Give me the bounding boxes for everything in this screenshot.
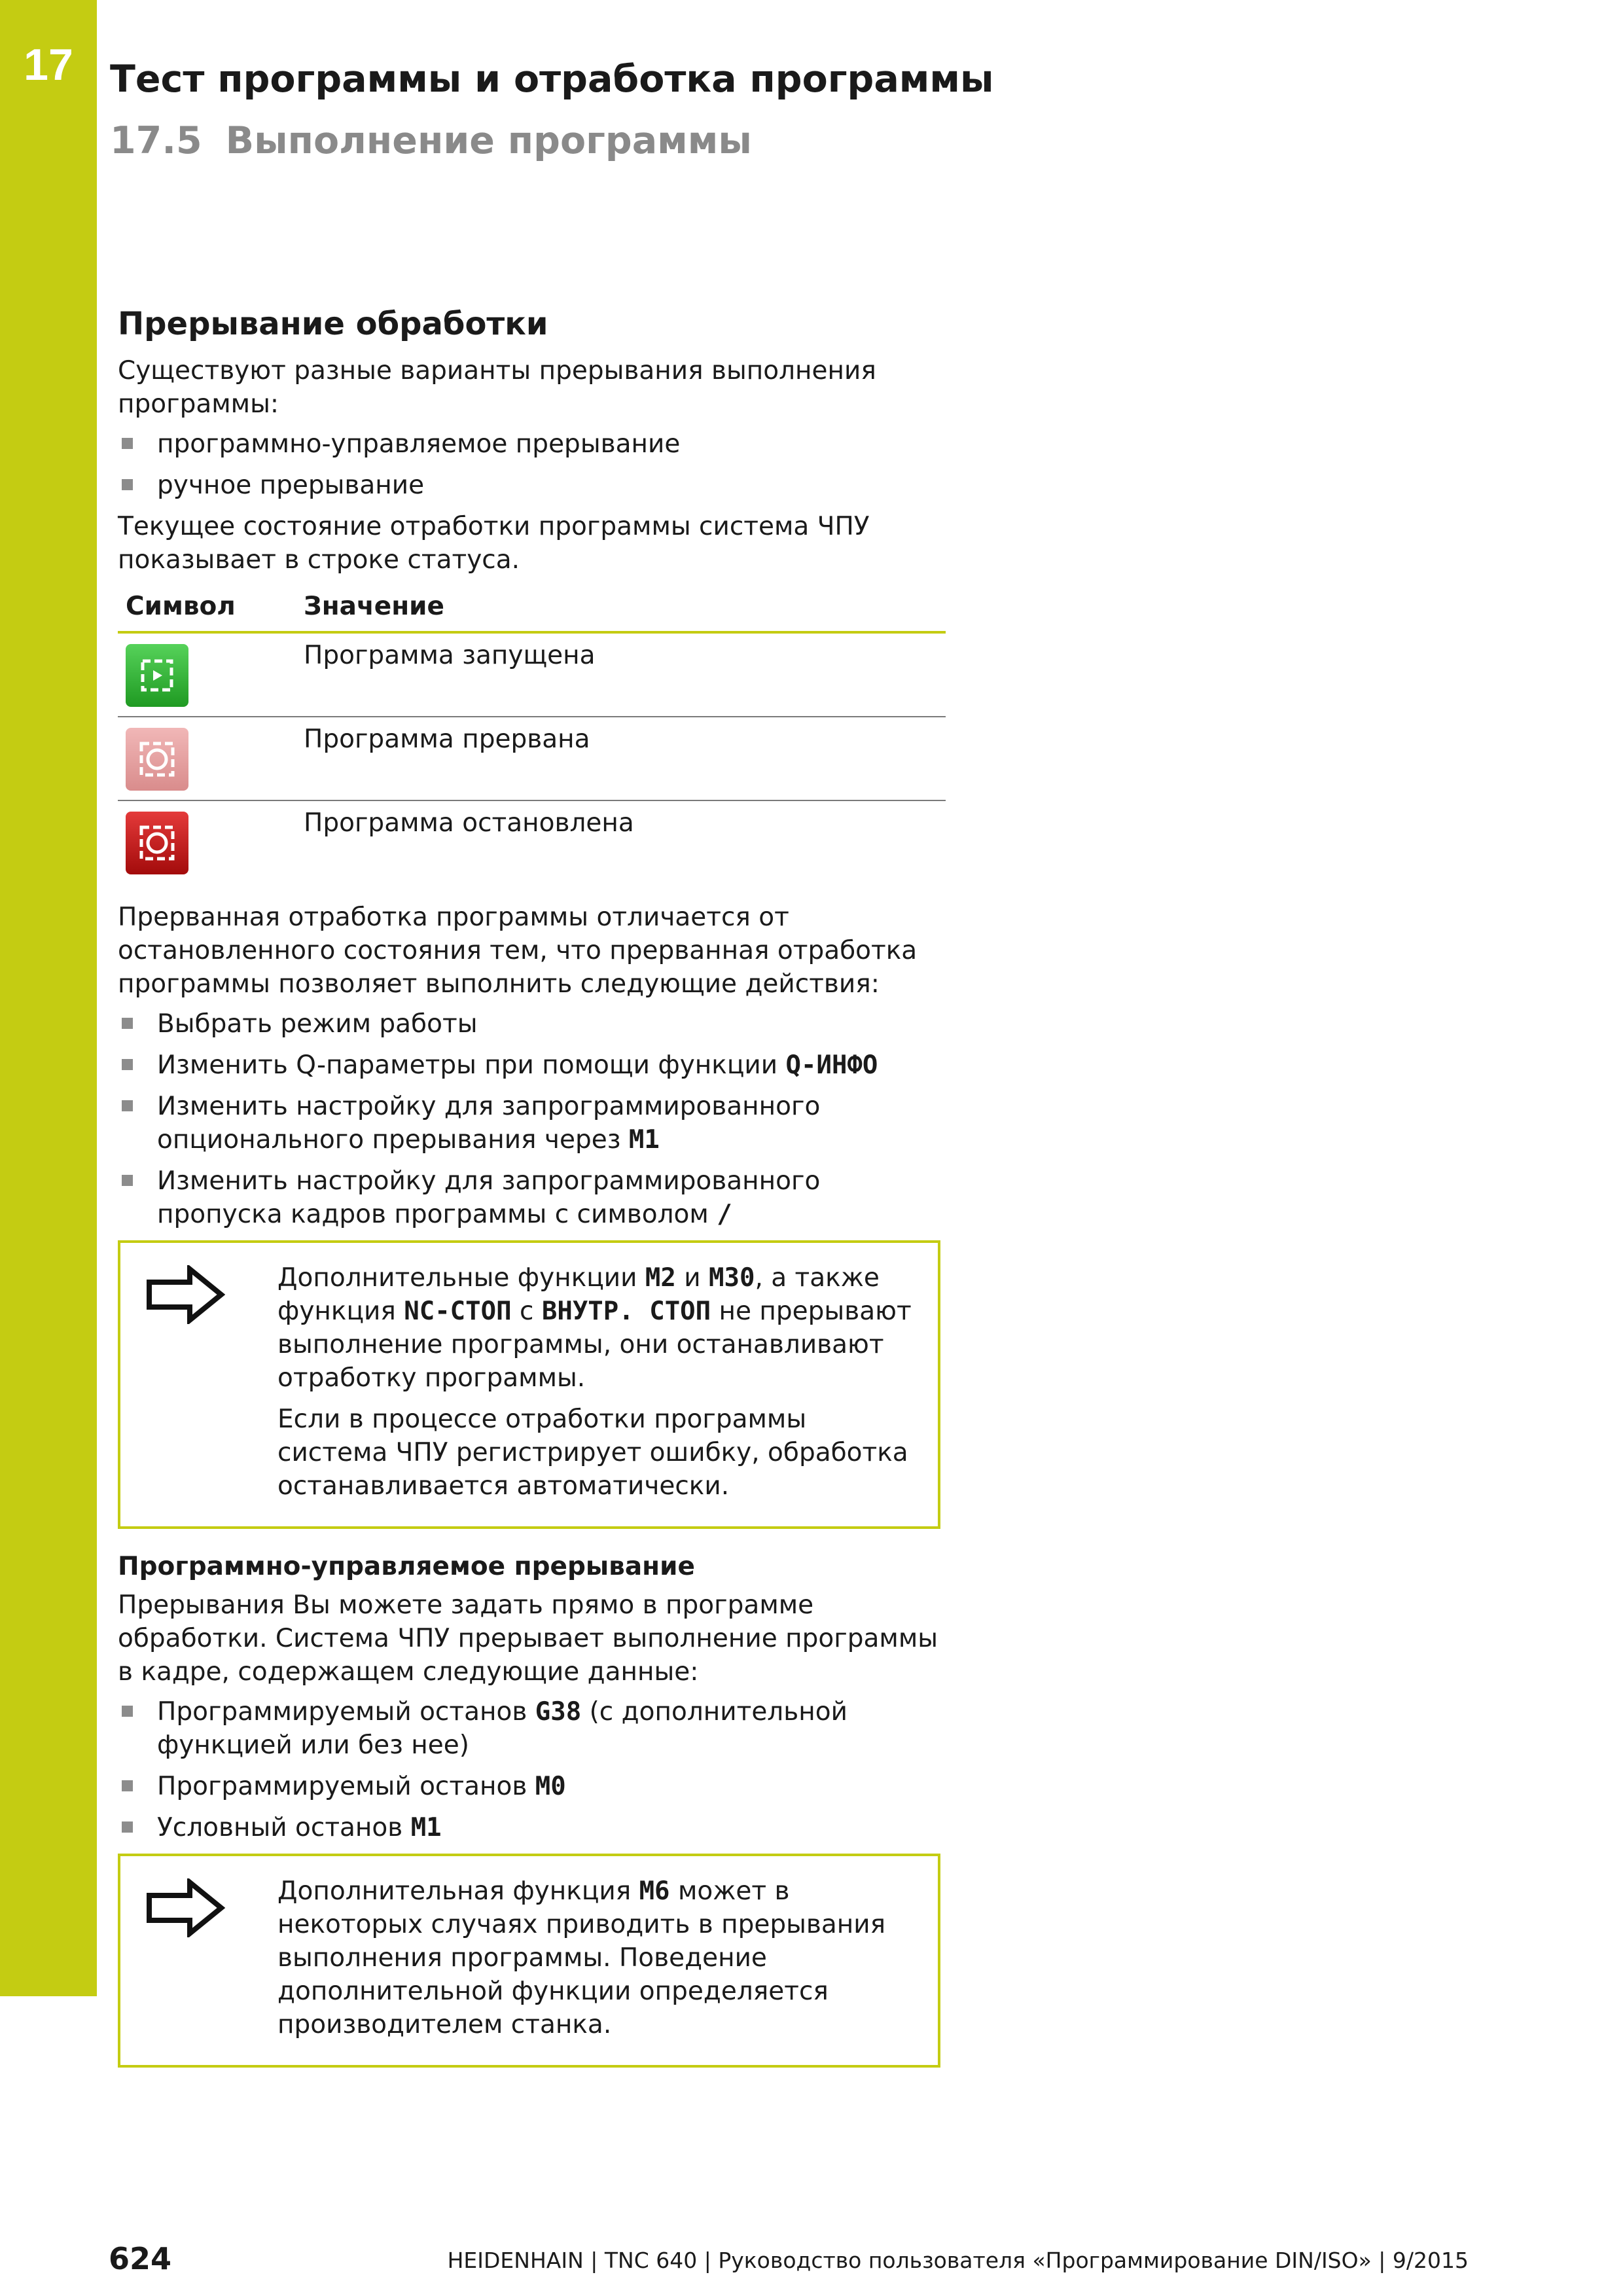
note-paragraph: Если в процессе отработки программы система ЧПУ регистрирует ошибку, обработка останавливается автоматически.: [277, 1405, 908, 1501]
list-item: программно-управляемое прерывание: [118, 427, 942, 461]
bullet-icon: [122, 1780, 133, 1791]
bullet-icon: [122, 479, 133, 490]
list-item: ручное прерывание: [118, 469, 942, 502]
bullet-icon: [122, 1821, 133, 1833]
interrupt-types-list: [118, 427, 942, 502]
subsection-heading: Программно-управляемое прерывание: [118, 1552, 695, 1581]
table-row: [118, 800, 946, 884]
section-title-line: [110, 119, 752, 162]
page-number: 624: [109, 2241, 172, 2276]
arrow-right-icon: [147, 1874, 251, 2049]
row-meaning: Программа прервана: [296, 717, 946, 800]
bullet-icon: [122, 1175, 133, 1186]
bullet-icon: [122, 1100, 133, 1111]
interrupted-paragraph: Прерванная отработка программы отличается от остановленного состояния тем, что прерванная отработка программы позволяет выполнить следующие действия:: [118, 903, 918, 999]
table-row: [118, 632, 946, 717]
bullet-icon: [122, 1706, 133, 1717]
status-symbol-table: [118, 586, 946, 884]
arrow-right-icon: [147, 1261, 251, 1511]
chapter-number: 17: [24, 40, 73, 90]
list-item: Изменить настройку для запрограммированного пропуска кадров программы с символом /: [118, 1164, 942, 1231]
note-text: [251, 1261, 912, 1511]
list-item: Условный останов M1: [118, 1811, 942, 1844]
program-interrupted-icon: [126, 728, 188, 791]
section-title: Выполнение программы: [225, 119, 752, 162]
note-box: [118, 1240, 940, 1529]
chapter-title: Тест программы и отработка программы: [110, 58, 994, 101]
page-content: [118, 308, 942, 2089]
bullet-icon: [122, 1059, 133, 1070]
chapter-sidebar: [0, 0, 97, 1996]
row-meaning: Программа запущена: [296, 632, 946, 717]
actions-list: [118, 1007, 942, 1231]
list-item: Изменить Q-параметры при помощи функции Q-ИНФО: [118, 1049, 942, 1082]
program-stopped-icon: [126, 812, 188, 874]
intro-paragraph: Существуют разные варианты прерывания выполнения программы:: [118, 356, 876, 419]
row-meaning: Программа остановлена: [304, 808, 634, 838]
subsection-intro: Прерывания Вы можете задать прямо в программе обработки. Система ЧПУ прерывает выполнение программы в кадре, содержащем следующие данные:: [118, 1590, 938, 1687]
section-number: 17.5: [110, 119, 202, 162]
footer-text: HEIDENHAIN | TNC 640 | Руководство пользователя «Программирование DIN/ISO» | 9/2015: [447, 2248, 1469, 2273]
status-paragraph: Текущее состояние отработки программы система ЧПУ показывает в строке статуса.: [118, 512, 870, 575]
note-paragraph: Дополнительная функция M6 может в некоторых случаях приводить в прерывания выполнения программы. Поведение дополнительной функции определяется производителем станка.: [277, 1876, 886, 2039]
bullet-icon: [122, 438, 133, 449]
table-row: [118, 717, 946, 800]
bullet-icon: [122, 1018, 133, 1029]
program-stops-list: [118, 1695, 942, 1844]
col-meaning: Значение: [296, 586, 946, 632]
list-item: Программируемый останов M0: [118, 1770, 942, 1803]
list-item: Изменить настройку для запрограммированного опционального прерывания через M1: [118, 1090, 942, 1157]
program-started-icon: [126, 644, 188, 707]
note-box: [118, 1854, 940, 2068]
col-symbol: Символ: [118, 586, 296, 632]
list-item: Программируемый останов G38 (с дополнительной функцией или без нее): [118, 1695, 942, 1762]
table-header: [118, 586, 946, 632]
note-paragraph: Дополнительные функции M2 и M30, а также функция NC-СТОП с ВНУТР. СТОП не прерывают выполнение программы, они останавливают отработку программы.: [277, 1263, 912, 1393]
section-heading: Прерывание обработки: [118, 306, 548, 342]
list-item: Выбрать режим работы: [118, 1007, 942, 1041]
note-text: [251, 1874, 912, 2049]
